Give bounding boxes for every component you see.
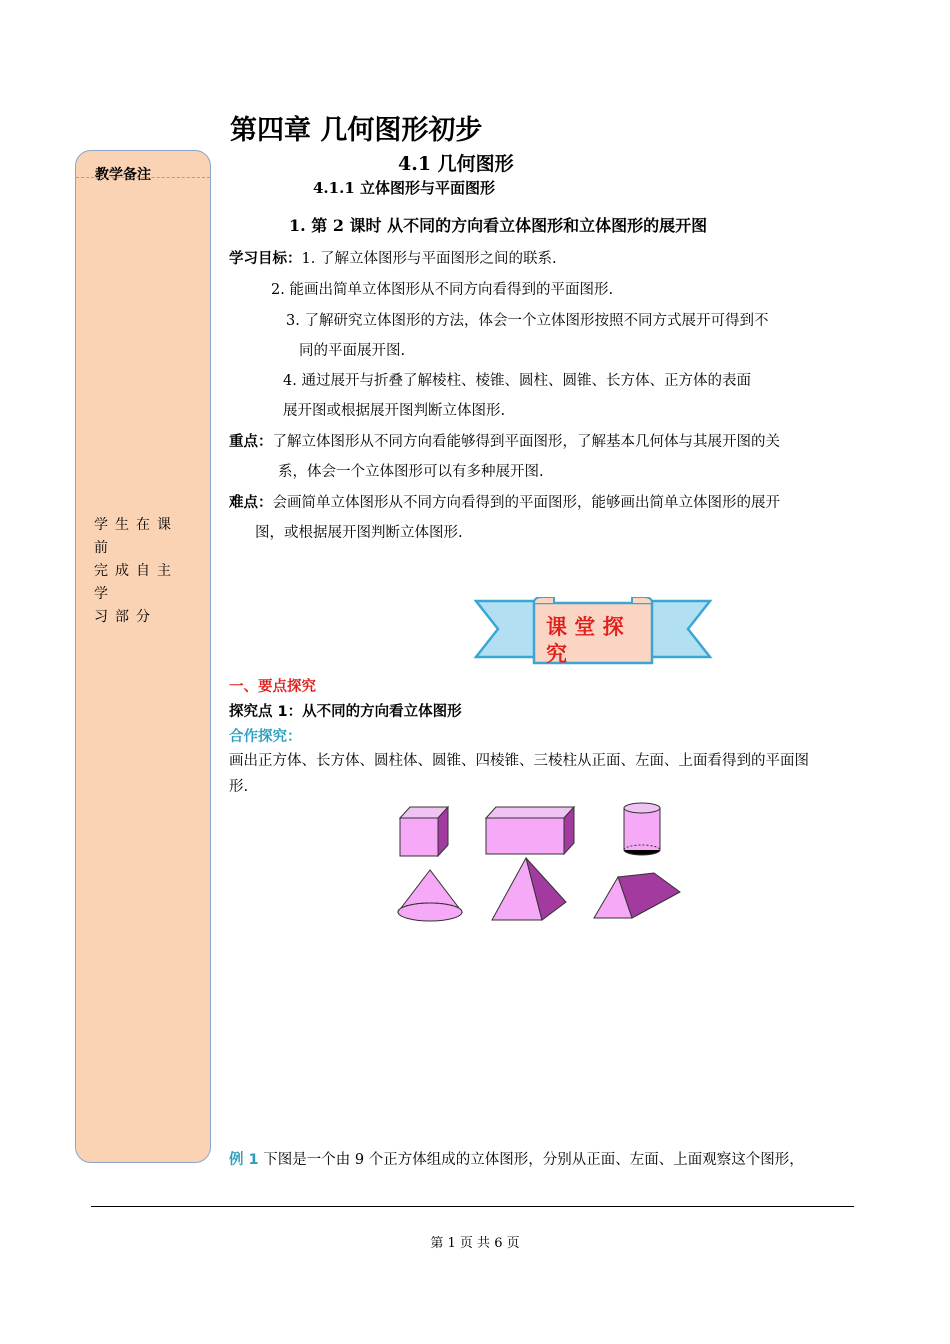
lesson-title: 1. 第 2 课时 从不同的方向看立体图形和立体图形的展开图: [289, 216, 708, 235]
key-points-line-2: 系，体会一个立体图形可以有多种展开图.: [278, 464, 544, 480]
sidebar-note-line: 完成自主学: [94, 563, 178, 602]
cone-shape: [398, 870, 462, 921]
objective-1: [229, 249, 557, 269]
classroom-explore-banner: [472, 597, 714, 669]
cooperative-explore-label: 合作探究：: [229, 729, 302, 745]
triangular-prism-shape: [594, 873, 680, 918]
sidebar-note-line: 习部分: [94, 609, 157, 625]
objectives-label: 学习目标：: [229, 251, 302, 267]
banner-text-line-2: 究: [546, 642, 567, 666]
difficulties-label: 难点：: [229, 495, 273, 511]
example-label: 例 1: [229, 1152, 259, 1168]
objective-4-line-2: 展开图或根据展开图判断立体图形.: [283, 403, 506, 419]
footer-divider: [91, 1206, 854, 1207]
objective-2: 2. 能画出简单立体图形从不同方向看得到的平面图形.: [271, 282, 614, 298]
objective-4-line-1: 4. 通过展开与折叠了解棱柱、棱锥、圆柱、圆锥、长方体、正方体的表面: [283, 373, 751, 389]
cuboid-shape: [486, 807, 574, 854]
section-heading-explore: 一、要点探究: [229, 679, 316, 695]
teaching-notes-sidebar: [75, 150, 211, 1163]
task-line-1: 画出正方体、长方体、圆柱体、圆锥、四棱锥、三棱柱从正面、左面、上面看得到的平面图: [229, 753, 809, 769]
key-points-line-1: [229, 432, 780, 452]
explore-point-1: 探究点 1：从不同的方向看立体图形: [229, 704, 462, 720]
key-points-text: 了解立体图形从不同方向看能够得到平面图形，了解基本几何体与其展开图的关: [272, 434, 780, 450]
page-number: 第 1 页 共 6 页: [430, 1236, 520, 1251]
section-title: 4.1 几何图形: [398, 153, 514, 175]
difficulties-text: 会画简单立体图形从不同方向看得到的平面图形，能够画出简单立体图形的展开: [272, 495, 780, 511]
example-text: 下图是一个由 9 个正方体组成的立体图形，分别从正面、左面、上面观察这个图形，: [263, 1152, 804, 1168]
objective-text: 1. 了解立体图形与平面图形之间的联系.: [301, 251, 557, 267]
square-pyramid-shape: [492, 858, 566, 920]
solid-shapes-illustration: [390, 800, 690, 930]
difficulties-line-1: [229, 493, 780, 513]
chapter-title: 第四章 几何图形初步: [230, 115, 483, 146]
subsection-title: 4.1.1 立体图形与平面图形: [313, 179, 495, 197]
cylinder-shape: [624, 803, 660, 855]
task-line-2: 形.: [229, 779, 249, 795]
sidebar-note: [94, 514, 198, 629]
objective-3-line-1: 3. 了解研究立体图形的方法，体会一个立体图形按照不同方式展开可得到不: [286, 313, 769, 329]
example-1: [229, 1150, 804, 1170]
banner-text-line-1: 课 堂 探: [546, 615, 624, 639]
key-points-label: 重点：: [229, 434, 273, 450]
sidebar-title: 教学备注: [95, 167, 151, 183]
cube-shape: [400, 807, 448, 856]
sidebar-note-line: 学生在课前: [94, 517, 178, 556]
objective-3-line-2: 同的平面展开图.: [299, 343, 406, 359]
difficulties-line-2: 图，或根据展开图判断立体图形.: [255, 525, 463, 541]
sidebar-divider: [76, 177, 210, 178]
